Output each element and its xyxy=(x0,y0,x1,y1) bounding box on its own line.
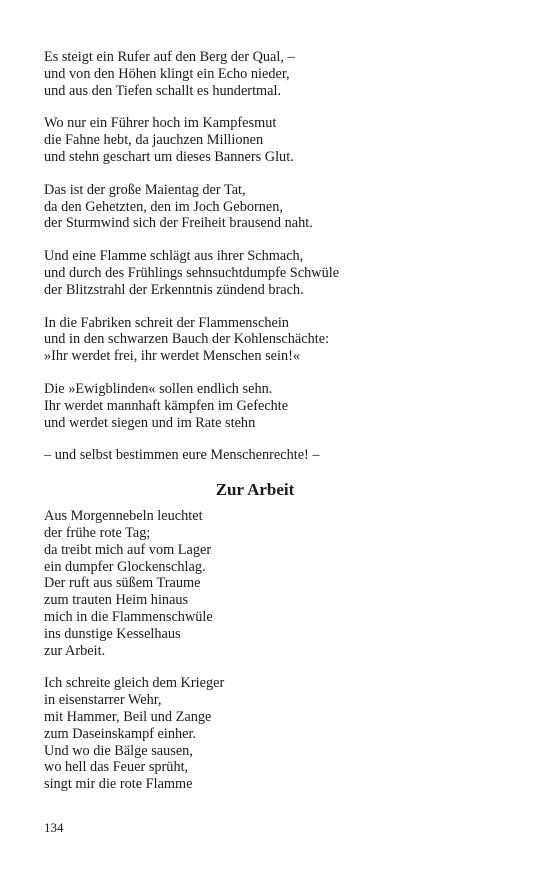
verse-line: mit Hammer, Beil und Zange xyxy=(44,708,212,725)
verse-line: Ihr werdet mannhaft kämpfen im Gefechte xyxy=(44,397,289,414)
page-number: 134 xyxy=(44,820,64,835)
verse-line: und durch des Frühlings sehnsuchtdumpfe Schwüle xyxy=(44,264,340,281)
verse-line: In die Fabriken schreit der Flammenschein xyxy=(44,314,289,331)
stanza xyxy=(44,248,514,298)
verse-line: und von den Höhen klingt ein Echo nieder, xyxy=(44,65,290,82)
verse-line: zum Daseinskampf einher. xyxy=(44,725,197,742)
verse-line: singt mir die rote Flamme xyxy=(44,776,193,793)
stanza xyxy=(44,447,514,464)
stanza xyxy=(44,182,514,232)
verse-line: Wo nur ein Führer hoch im Kampfesmut xyxy=(44,115,277,132)
stanza xyxy=(44,315,514,365)
verse-line: die Fahne hebt, da jauchzen Millionen xyxy=(44,132,264,149)
stanza xyxy=(44,381,514,431)
stanza xyxy=(44,49,514,99)
verse-line: ins dunstige Kesselhaus xyxy=(44,625,181,642)
verse-line: Der ruft aus süßem Traume xyxy=(44,575,201,592)
verse-line: Aus Morgennebeln leuchtet xyxy=(44,508,203,525)
verse-line: der Blitzstrahl der Erkenntnis zündend brach. xyxy=(44,281,304,298)
poem-continuation xyxy=(44,49,514,464)
stanza xyxy=(44,675,514,793)
poem-zur-arbeit xyxy=(44,508,514,793)
stanza xyxy=(44,115,514,165)
verse-line: Die »Ewigblinden« sollen endlich sehn. xyxy=(44,380,273,397)
stanza xyxy=(44,508,514,659)
verse-line: Und wo die Bälge sausen, xyxy=(44,742,193,759)
verse-line: und aus den Tiefen schallt es hundertmal. xyxy=(44,82,282,99)
verse-line: und werdet siegen und im Rate stehn xyxy=(44,414,256,431)
verse-line: da treibt mich auf vom Lager xyxy=(44,541,212,558)
verse-line: zur Arbeit. xyxy=(44,642,106,659)
verse-line: Es steigt ein Rufer auf den Berg der Qual, – xyxy=(44,49,295,65)
verse-line: da den Gehetzten, den im Joch Gebornen, xyxy=(44,198,283,215)
verse-line: wo hell das Feuer sprüht, xyxy=(44,759,189,776)
verse-line: mich in die Flammenschwüle xyxy=(44,608,213,625)
verse-line: »Ihr werdet frei, ihr werdet Menschen sein!« xyxy=(44,348,301,365)
verse-line: Das ist der große Maientag der Tat, xyxy=(44,181,246,198)
verse-line: und in den schwarzen Bauch der Kohlenschächte: xyxy=(44,331,330,348)
verse-line: – und selbst bestimmen eure Menschenrechte! – xyxy=(44,447,320,464)
verse-line: und stehn geschart um dieses Banners Glut. xyxy=(44,148,294,165)
verse-line: zum trauten Heim hinaus xyxy=(44,592,189,609)
verse-line: ein dumpfer Glockenschlag. xyxy=(44,558,206,575)
verse-line: der Sturmwind sich der Freiheit brausend naht. xyxy=(44,215,313,232)
verse-line: Und eine Flamme schlägt aus ihrer Schmach, xyxy=(44,248,304,265)
verse-line: der frühe rote Tag; xyxy=(44,524,151,541)
poem-title: Zur Arbeit xyxy=(215,480,295,500)
verse-line: in eisenstarrer Wehr, xyxy=(44,692,162,709)
book-page xyxy=(44,49,514,809)
verse-line: Ich schreite gleich dem Krieger xyxy=(44,675,225,692)
